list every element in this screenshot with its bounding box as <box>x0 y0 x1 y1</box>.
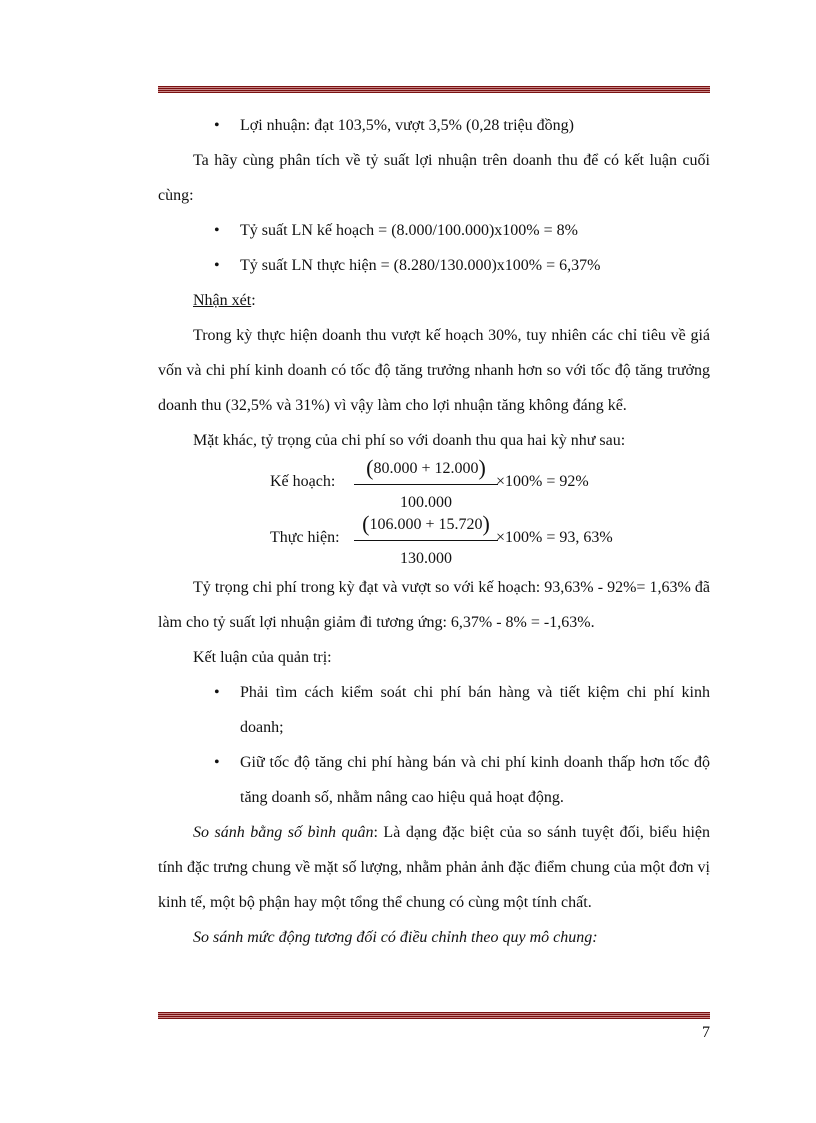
paren-open: ( <box>362 511 370 536</box>
bullet-text: Giữ tốc độ tăng chi phí hàng bán và chi phí kinh doanh thấp hơn tốc độ tăng doanh số, nhằm nâng cao hiệu quả hoạt động. <box>240 754 710 806</box>
list-item <box>158 675 710 745</box>
list-item <box>158 745 710 815</box>
formula-actual <box>158 511 710 570</box>
numerator-text: 80.000 + 12.000 <box>373 460 479 477</box>
page-number: 7 <box>702 1024 710 1041</box>
bullet-text: Lợi nhuận: đạt 103,5%, vượt 3,5% (0,28 triệu đồng) <box>240 117 574 134</box>
page-body <box>158 108 710 955</box>
average-term: So sánh bằng số bình quân <box>193 824 374 841</box>
list-item <box>158 108 710 143</box>
paragraph-weight: Tỷ trọng chi phí trong kỳ đạt và vượt so với kế hoạch: 93,63% - 92%= 1,63% đã làm cho tỷ suất lợi nhuận giảm đi tương ứng: 6,37% - 8% = -1,63%. <box>158 579 710 631</box>
formula-actual-label: Thực hiện: <box>270 529 340 546</box>
formula-plan-numerator <box>354 455 498 482</box>
remark-heading <box>158 283 710 318</box>
bullet-icon: • <box>214 222 220 239</box>
formula-plan-result: ×100% = 92% <box>496 473 589 490</box>
formula-actual-numerator <box>354 511 498 538</box>
paragraph-conclusion: Kết luận của quản trị: <box>193 649 332 666</box>
paren-open: ( <box>366 455 374 480</box>
bullet-icon: • <box>214 754 220 771</box>
paragraph-intro: Ta hãy cùng phân tích về tỷ suất lợi nhuận trên doanh thu để có kết luận cuối cùng: <box>158 152 710 204</box>
paragraph-average <box>158 815 710 920</box>
paren-close: ) <box>482 511 490 536</box>
bullet-list-ratio <box>158 213 710 283</box>
remark-heading-colon: : <box>251 292 256 309</box>
relative-heading: So sánh mức động tương đối có điều chỉnh theo quy mô chung: <box>193 929 598 946</box>
cost-ratio-formula <box>158 455 710 570</box>
bullet-list-conclusion <box>158 675 710 815</box>
bullet-text: Phải tìm cách kiểm soát chi phí bán hàng và tiết kiệm chi phí kinh doanh; <box>240 684 710 736</box>
formula-plan-fraction <box>354 455 498 513</box>
formula-plan-denominator: 100.000 <box>400 494 452 511</box>
header-rule <box>158 86 710 93</box>
formula-actual-fraction <box>354 511 498 569</box>
bullet-text: Tỷ suất LN kế hoạch = (8.000/100.000)x100% = 8% <box>240 222 578 239</box>
footer-rule <box>158 1012 710 1019</box>
average-text: : Là dạng đặc biệt của so sánh tuyệt đối, biểu hiện tính đặc trưng chung về mặt số lượng, nhằm phản ảnh đặc điểm chung của một đơn vị kinh tế, một bộ phận hay một tổng thể chung có cùng một tính chất. <box>158 824 711 911</box>
paragraph-ratio: Mặt khác, tỷ trọng của chi phí so với doanh thu qua hai kỳ như sau: <box>193 432 626 449</box>
formula-plan <box>158 455 710 514</box>
formula-plan-label: Kế hoạch: <box>270 473 336 490</box>
bullet-list-profit <box>158 108 710 143</box>
bullet-icon: • <box>214 257 220 274</box>
remark-heading-text: Nhận xét <box>193 292 252 309</box>
numerator-text: 106.000 + 15.720 <box>369 516 483 533</box>
list-item <box>158 248 710 283</box>
formula-actual-result: ×100% = 93, 63% <box>496 529 613 546</box>
list-item <box>158 213 710 248</box>
bullet-icon: • <box>214 117 220 134</box>
bullet-text: Tỷ suất LN thực hiện = (8.280/130.000)x100% = 6,37% <box>240 257 601 274</box>
paragraph-remark: Trong kỳ thực hiện doanh thu vượt kế hoạch 30%, tuy nhiên các chỉ tiêu về giá vốn và chi phí kinh doanh có tốc độ tăng trưởng nhanh hơn so với tốc độ tăng trưởng doanh thu (32,5% và 31%) vì vậy làm cho lợi nhuận tăng không đáng kể. <box>158 327 710 414</box>
bullet-icon: • <box>214 684 220 701</box>
formula-actual-denominator: 130.000 <box>400 550 452 567</box>
paren-close: ) <box>478 455 486 480</box>
